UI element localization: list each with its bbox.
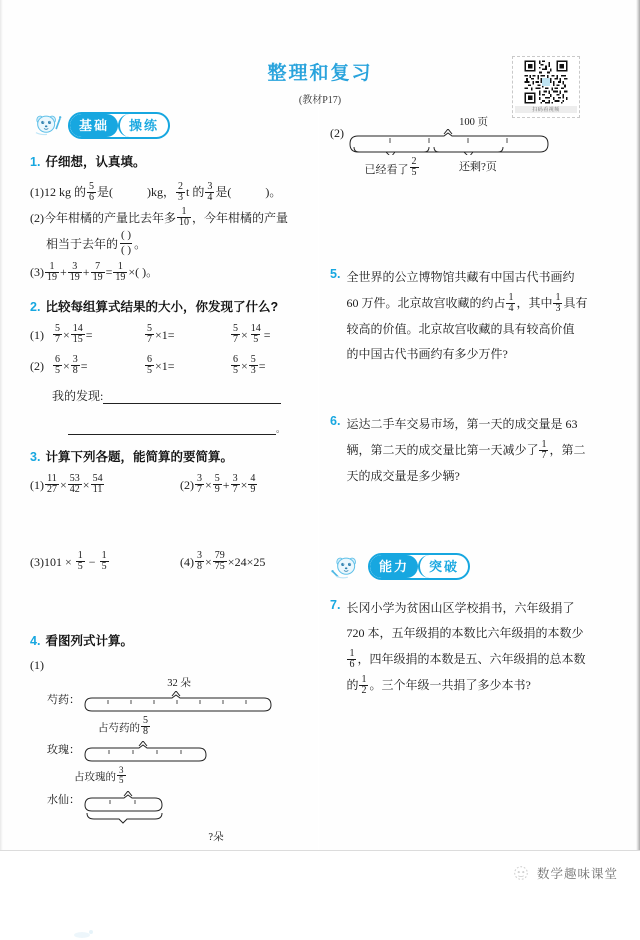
- p2-r1-expr-3[interactable]: [230, 322, 271, 346]
- p2-finding-period: 。: [276, 423, 286, 434]
- page-right-edge: [636, 0, 640, 894]
- problem-5: [330, 265, 612, 368]
- p2-r2-expr-1[interactable]: [52, 353, 144, 377]
- column-divider: [318, 60, 319, 860]
- problem-3-heading: [30, 449, 312, 466]
- p3-q3[interactable]: [30, 549, 180, 573]
- p5-line-2: [346, 291, 612, 317]
- fraction-5-9: $\frac{5}{9}$: [214, 472, 220, 495]
- problem-1-title: 仔细想，认真填。: [45, 155, 146, 169]
- p2-r2-op3: ×: [241, 358, 248, 373]
- fraction-3-7-a: $\frac{3}{7}$: [197, 472, 202, 495]
- problem-1-item-1: [30, 180, 312, 206]
- fraction-3-7-b: $\frac{3}{7}$: [232, 472, 238, 495]
- problem-2-number: 2.: [30, 299, 41, 314]
- footer-brand: 数学趣味课堂: [536, 866, 618, 881]
- problem-4: [30, 633, 312, 845]
- fraction-14-15: $\frac{14}{15}$: [72, 322, 83, 345]
- p7-line-4b: 。三个年级一共捐了多少本书?: [369, 677, 531, 692]
- p3-q4-op2: ×: [227, 554, 235, 569]
- p1-i2-text-a: (2)今年柑橘的产量比去年多: [30, 210, 176, 225]
- p2-finding-label: 我的发现:: [52, 388, 104, 403]
- p2-finding-line-1[interactable]: [103, 389, 281, 404]
- section-badge-basic: [30, 110, 312, 140]
- fraction-3-8: $\frac{3}{8}$: [72, 353, 78, 376]
- p5-line-1: 全世界的公立博物馆共藏有中国古代书画约: [346, 270, 575, 284]
- section-badge-ability: [330, 552, 612, 582]
- p2-r2-expr-3[interactable]: [230, 353, 266, 377]
- p3-row-2: [30, 549, 312, 573]
- problem-1: [30, 154, 312, 286]
- fraction-2-3: $\frac{2}{3}$: [178, 180, 183, 203]
- p1-i3-equals: =: [105, 264, 113, 279]
- p4-d1-cap-2: [86, 717, 226, 741]
- problem-2-heading: [30, 299, 312, 316]
- p4-d2-left-cap: [348, 158, 436, 179]
- badge-label-primary-2: 能力: [370, 555, 418, 578]
- p1-i1-text-a: (1)12 kg 的: [30, 184, 86, 199]
- p2-r2-label: (2): [30, 358, 44, 373]
- badge-label-secondary: 操练: [118, 114, 168, 137]
- p4-d2-top-cap: 100 页: [459, 117, 488, 128]
- fraction-3-8-b: $\frac{3}{8}$: [197, 549, 202, 572]
- p2-r1-op3: ×: [241, 327, 248, 342]
- problem-6-body: [330, 412, 612, 489]
- p4-d1-cap-2-text: 占芍药的: [98, 723, 140, 735]
- fraction-5-7-a: $\frac{5}{7}$: [55, 322, 60, 345]
- fraction-54-11: $\frac{54}{11}$: [92, 472, 103, 495]
- right-column: [330, 110, 612, 712]
- problem-1-item-3: [30, 260, 312, 286]
- problem-7-text: [346, 596, 612, 699]
- p2-r2-eq1: =: [80, 358, 88, 373]
- problem-7: [330, 596, 612, 699]
- p4-d1-label-1: 芍药：: [47, 694, 80, 707]
- problem-1-heading: [30, 154, 312, 171]
- p7-line-3a: ，四年级捐的本数是五、六年级捐的总本数: [357, 652, 586, 667]
- left-column: [30, 110, 312, 857]
- fraction-6-5-c: $\frac{6}{5}$: [233, 353, 238, 376]
- p5-line-2c: 具有: [563, 295, 588, 310]
- p2-r2-expr-2[interactable]: [144, 353, 230, 377]
- p4-d1-bar-1: [83, 691, 273, 713]
- p2-finding-row-2: [30, 420, 312, 435]
- p2-finding-row: [30, 387, 312, 404]
- p2-r2-op2: ×: [155, 358, 162, 373]
- p7-line-4: [346, 673, 612, 699]
- problem-6-number: 6.: [330, 414, 341, 429]
- fraction-6-5-b: $\frac{6}{5}$: [147, 353, 152, 376]
- p1-i3-op2: +: [82, 264, 90, 279]
- p1-i1-text-d: t 的: [186, 184, 205, 199]
- p6-line-1: 运达二手车交易市场，第一天的成交量是 63: [346, 417, 578, 432]
- badge-label-secondary-2: 突破: [418, 555, 468, 578]
- p3-q2-op1: ×: [205, 477, 212, 492]
- p1-i1-text-e: 是(: [215, 184, 232, 199]
- p4-diagram-2: [348, 114, 558, 179]
- fraction-53-42: $\frac{53}{42}$: [69, 472, 80, 495]
- p3-q2-label: (2): [180, 477, 194, 492]
- fraction-3-19: $\frac{3}{19}$: [69, 260, 80, 283]
- fraction-5-7-b: $\frac{5}{7}$: [147, 322, 152, 345]
- p7-line-2: 720 本，五年级捐的本数比六年级捐的本数少: [346, 626, 584, 641]
- problem-1-item-2: [30, 206, 312, 232]
- watermark-icon: [72, 928, 98, 940]
- p1-i1-text-f: )。: [265, 184, 282, 199]
- p2-r1-eq2: =: [167, 327, 175, 342]
- fraction-3-4: $\frac{3}{4}$: [207, 180, 213, 203]
- p4-d1-row-2: [40, 741, 312, 763]
- p3-q4-op1: ×: [205, 554, 212, 569]
- problem-7-body: [330, 596, 612, 699]
- qr-caption: 扫码看视频: [515, 106, 577, 113]
- p7-line-4a: 的: [346, 677, 359, 692]
- p2-r1-expr-2[interactable]: [144, 322, 230, 346]
- p4-item-1-label: (1): [30, 658, 44, 673]
- p5-line-3: 较高的价值。北京故宫收藏的具有较高价值: [346, 321, 575, 336]
- fraction-11-27: $\frac{11}{27}$: [47, 472, 57, 495]
- fraction-14-5: $\frac{14}{5}$: [250, 322, 261, 345]
- problem-4-number: 4.: [30, 633, 41, 648]
- fraction-1-19-b: $\frac{1}{19}$: [115, 260, 126, 283]
- fraction-2-5-diagram: $\frac{2}{5}$: [411, 156, 417, 178]
- p3-q3-lead: 101: [44, 554, 62, 569]
- p3-q2-op3: ×: [240, 477, 248, 492]
- p2-r1-expr-1[interactable]: [52, 322, 144, 346]
- p5-line-2b: ，其中: [516, 295, 553, 310]
- page-footer: [0, 850, 640, 894]
- p6-line-3: 天的成交量是多少辆?: [346, 468, 460, 483]
- problem-3-title: 计算下列各题，能简算的要简算。: [45, 449, 233, 464]
- problem-4-item-2: [330, 114, 612, 179]
- p3-q3-label: (3): [30, 554, 44, 569]
- p1-i2-text-b: ，今年柑橘的产量: [192, 210, 289, 225]
- problem-1-number: 1.: [30, 155, 41, 169]
- fraction-5-3: $\frac{5}{3}$: [250, 353, 256, 376]
- p2-r2-one: 1: [161, 358, 168, 373]
- p2-r1-op1: ×: [63, 327, 70, 342]
- p1-i1-text-b: 是(: [97, 184, 113, 199]
- p4-d2-left-cap-text: 已经看了: [364, 163, 409, 176]
- problem-2: [30, 299, 312, 435]
- page-left-edge: [0, 0, 3, 894]
- brand-logo-icon: [512, 864, 530, 882]
- fraction-5-8-diagram: $\frac{5}{8}$: [143, 715, 148, 738]
- fraction-1-5-a: $\frac{1}{5}$: [77, 549, 83, 572]
- p4-d2-bar: [348, 129, 558, 155]
- problem-5-number: 5.: [330, 267, 341, 281]
- badge-pill: [68, 112, 170, 139]
- p3-q4-label: (4): [180, 554, 194, 569]
- problem-5-body: [330, 265, 612, 368]
- p4-diagram-1: [40, 675, 312, 844]
- problem-4-title: 看图列式计算。: [45, 633, 133, 648]
- problem-6: [330, 412, 612, 489]
- p3-q3-op2: −: [88, 554, 96, 569]
- qr-code-icon: [515, 59, 577, 105]
- p4-d2-caps: [348, 158, 558, 179]
- p4-d1-row-3: [40, 791, 312, 831]
- problem-2-row-1: [30, 322, 312, 346]
- p3-q2[interactable]: [180, 472, 258, 496]
- fraction-6-5-a: $\frac{6}{5}$: [55, 353, 60, 376]
- p4-d2-right-cap: 还剩?页: [459, 161, 497, 173]
- fraction-1-4: $\frac{1}{4}$: [508, 291, 514, 314]
- p5-line-2a: 60 万件。北京故宫收藏的约占: [346, 295, 506, 310]
- p1-i1-text-c: )kg，: [147, 184, 175, 199]
- fraction-5-7-c: $\frac{5}{7}$: [233, 322, 238, 345]
- p2-r2-eq3: =: [258, 358, 266, 373]
- p1-i3-tail[interactable]: ×( )。: [128, 264, 159, 279]
- fraction-1-19-a: $\frac{1}{19}$: [47, 260, 57, 283]
- p1-blank-fraction[interactable]: $\frac{( )}{( )}$: [121, 229, 132, 257]
- problem-2-title: 比较每组算式结果的大小，你发现了什么?: [45, 299, 279, 314]
- page-title: 整理和复习: [267, 63, 373, 84]
- p4-d1-cap-3: [74, 767, 194, 791]
- qr-code-box[interactable]: [512, 56, 580, 118]
- fraction-4-9: $\frac{4}{9}$: [250, 472, 256, 495]
- p4-item-2-label: (2): [330, 126, 344, 140]
- fraction-1-2: $\frac{1}{2}$: [361, 673, 367, 696]
- p7-line-1: 长冈小学为贫困山区学校捐书，六年级捐了: [346, 600, 575, 615]
- p3-q1[interactable]: [30, 472, 180, 496]
- p3-q3-op1: ×: [65, 554, 72, 569]
- p3-row-1: [30, 472, 312, 496]
- p1-i3-label: (3): [30, 264, 44, 279]
- fraction-5-6: $\frac{5}{6}$: [89, 180, 94, 203]
- fraction-1-6: $\frac{1}{6}$: [349, 647, 355, 670]
- badge-pill-2: [368, 553, 470, 580]
- p3-q1-op2: ×: [82, 477, 90, 492]
- p6-line-2a: 辆，第二天的成交量比第一天减少了: [346, 442, 539, 457]
- p4-d1-bar-3: [83, 791, 183, 831]
- p4-d1-label-2: 玫瑰：: [47, 744, 80, 757]
- fraction-1-10: $\frac{1}{10}$: [179, 206, 189, 229]
- p4-d1-label-3: 水仙：: [47, 794, 80, 807]
- p3-q4-op3: ×: [246, 554, 254, 569]
- p2-r1-op2: ×: [155, 327, 162, 342]
- p1-i2-text-d: 。: [134, 237, 147, 252]
- problem-2-row-2: [30, 353, 312, 377]
- p2-r1-eq1: =: [85, 327, 93, 342]
- p4-d2-wrap: [330, 114, 612, 179]
- p2-r1-eq3: =: [263, 327, 271, 342]
- fraction-1-7: $\frac{1}{7}$: [541, 438, 547, 461]
- p6-line-2b: ，第二: [549, 442, 586, 457]
- mascot-icon: [30, 111, 64, 139]
- problem-5-text: [346, 265, 612, 368]
- p3-q1-label: (1): [30, 477, 44, 492]
- p7-line-3: [346, 647, 612, 673]
- problem-3-number: 3.: [30, 449, 41, 464]
- page-subtitle: (教材P17): [298, 95, 342, 106]
- p3-q4-num-24: 24: [234, 554, 247, 569]
- fraction-1-5-b: $\frac{1}{5}$: [101, 549, 107, 572]
- problem-6-text: [346, 412, 612, 489]
- p2-finding-line-2[interactable]: [68, 420, 276, 435]
- fraction-79-75: $\frac{79}{75}$: [214, 549, 225, 572]
- p6-line-2: [346, 438, 612, 464]
- problem-1-item-2-cont: [30, 231, 312, 260]
- p3-q2-op2: +: [222, 477, 230, 492]
- p4-d1-cap-3-text: 占玫瑰的: [74, 772, 116, 784]
- mascot-icon-2: [330, 553, 364, 581]
- fraction-7-19: $\frac{7}{19}$: [92, 260, 103, 283]
- p3-q4[interactable]: [180, 549, 266, 573]
- badge-label-primary: 基础: [70, 114, 118, 137]
- fraction-3-5-diagram: $\frac{3}{5}$: [119, 765, 124, 786]
- p4-d1-bottom-cap: ?朵: [208, 832, 224, 844]
- p5-line-4: 的中国古代书画约有多少万件?: [346, 347, 508, 362]
- fraction-1-3: $\frac{1}{3}$: [555, 291, 561, 314]
- p3-q4-num-25: 25: [253, 554, 266, 569]
- p3-q1-op1: ×: [60, 477, 67, 492]
- p1-i3-op1: +: [60, 264, 67, 279]
- problem-4-heading: [30, 633, 312, 650]
- problem-3: [30, 449, 312, 573]
- p4-d1-cap-1: 32 朵: [167, 678, 191, 690]
- p4-d1-row-1: [40, 691, 312, 713]
- p1-i2-text-c: 相当于去年的: [46, 237, 119, 252]
- p2-r1-label: (1): [30, 327, 44, 342]
- p4-d1-bar-2: [83, 741, 208, 763]
- p2-r2-eq2: =: [167, 358, 175, 373]
- p2-r2-op1: ×: [63, 358, 70, 373]
- p2-r1-one: 1: [161, 327, 168, 342]
- problem-7-number: 7.: [330, 597, 341, 612]
